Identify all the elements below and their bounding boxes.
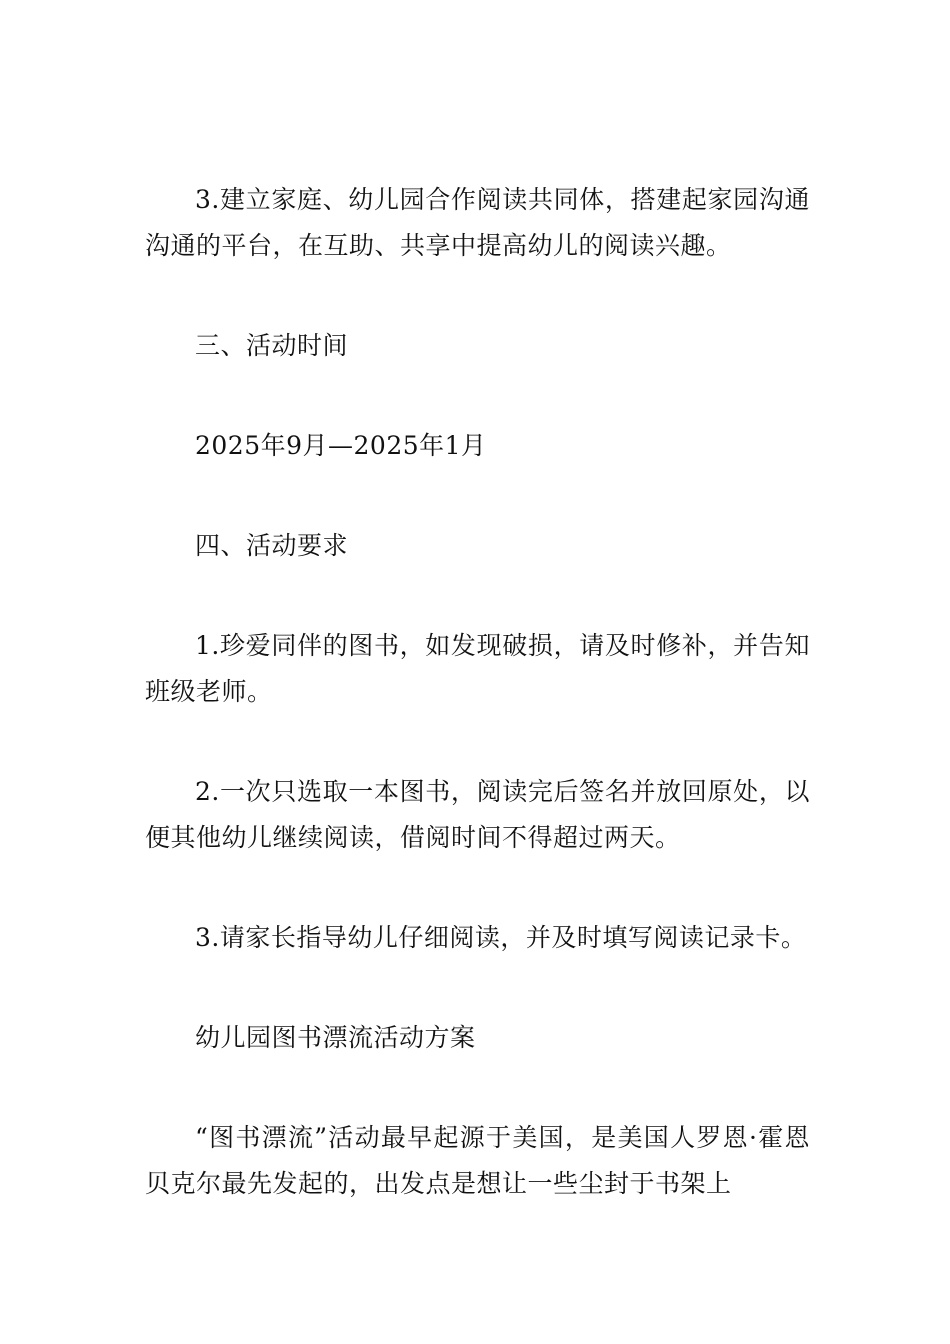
document-body bbox=[145, 177, 810, 1207]
paragraph-requirement-2: 2.一次只选取一本图书，阅读完后签名并放回原处，以便其他幼儿继续阅读，借阅时间不得超过两天。 bbox=[145, 777, 810, 852]
paragraph-goal-3: 3.建立家庭、幼儿园合作阅读共同体，搭建起家园沟通沟通的平台，在互助、共享中提高幼儿的阅读兴趣。 bbox=[145, 185, 810, 260]
paragraph-requirement-1: 1.珍爱同伴的图书，如发现破损，请及时修补，并告知班级老师。 bbox=[145, 631, 810, 706]
heading-activity-time: 三、活动时间 bbox=[195, 331, 349, 360]
heading-activity-requirements: 四、活动要求 bbox=[195, 531, 349, 560]
paragraph-intro: “图书漂流”活动最早起源于美国，是美国人罗恩·霍恩贝克尔最先发起的，出发点是想让一些尘封于书架上 bbox=[145, 1123, 810, 1198]
section-title: 幼儿园图书漂流活动方案 bbox=[195, 1023, 476, 1052]
paragraph-activity-dates: 2025年9月—2025年1月 bbox=[195, 431, 487, 460]
paragraph-requirement-3: 3.请家长指导幼儿仔细阅读，并及时填写阅读记录卡。 bbox=[195, 923, 807, 952]
